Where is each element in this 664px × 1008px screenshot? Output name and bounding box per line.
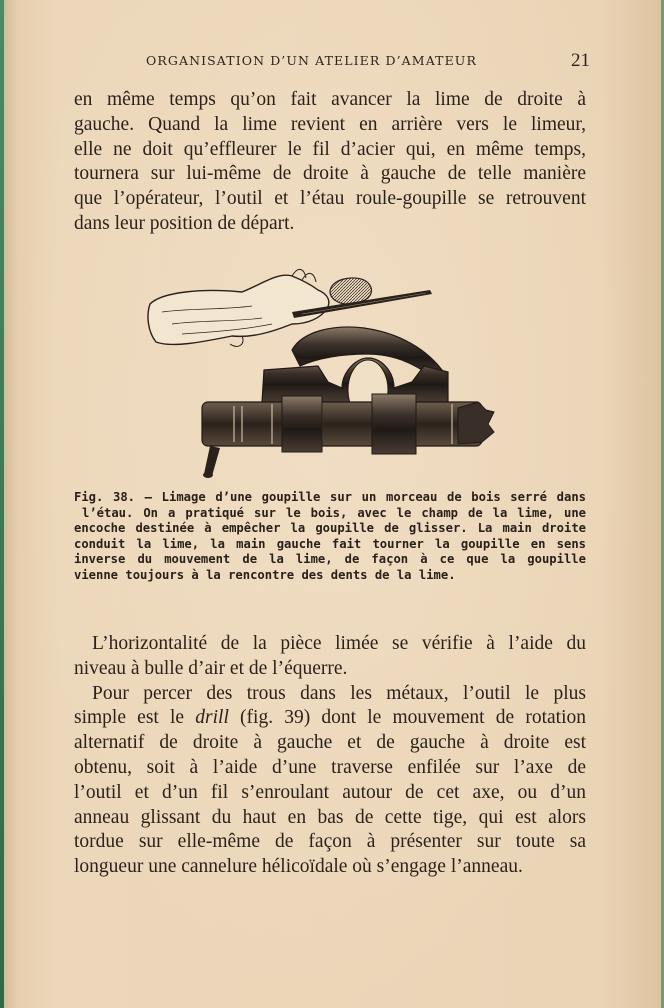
caption-line: vienne toujours à la rencontre des dents de la lime.	[74, 567, 456, 582]
text-line: anneau glissant du haut en bas de cette tige, qui est alors	[74, 806, 586, 828]
hand-illustration	[148, 275, 329, 344]
figure-38-vise-illustration	[142, 262, 502, 482]
text-line: que l’opérateur, l’outil et l’étau roule-goupille se retrouvent	[74, 188, 586, 210]
text-line: tordue sur elle-même de façon à présenter sur toute sa	[74, 831, 586, 853]
page-number: 21	[571, 50, 590, 71]
text-line: en même temps qu’on fait avancer la lime de droite à	[74, 89, 586, 110]
binding-edge	[0, 0, 4, 1008]
paragraph-2	[74, 632, 586, 880]
text-line: elle ne doit qu’effleurer le fil d’acier qui, en même temps,	[74, 138, 586, 160]
running-head: ORGANISATION D’UN ATELIER D’AMATEUR	[146, 53, 477, 68]
text-line: dans leur position de départ.	[74, 212, 295, 234]
caption-line: Fig. 38. — Limage d’une goupille sur un morceau de bois serré dans	[74, 490, 586, 504]
text-line: l’outil et d’un fil s’enroulant autour de cet axe, ou d’un	[74, 781, 586, 803]
caption-line: l’étau. On a pratiqué sur le bois, avec le champ de la lime, une	[82, 505, 586, 520]
text-line: gauche. Quand la lime revient en arrière vers le limeur,	[74, 113, 586, 135]
text-line: L’horizontalité de la pièce limée se vérifie à l’aide du	[92, 633, 586, 654]
paragraph-1	[74, 88, 586, 237]
text-line: simple est le drill (fig. 39) dont le mouvement de rotation	[74, 707, 586, 729]
hand-illustration	[330, 278, 371, 304]
caption-line: inverse du mouvement de la lime, de façon à ce que la goupille	[74, 552, 586, 567]
text-line: Pour percer des trous dans les métaux, l’outil le plus	[92, 682, 586, 704]
text-line: tournera sur lui-même de droite à gauche de telle manière	[74, 163, 586, 185]
text-line: obtenu, soit à l’aide d’une traverse enfilée sur l’axe de	[74, 756, 586, 778]
page-header	[146, 50, 590, 74]
text-line: longueur une cannelure hélicoïdale où s’engage l’anneau.	[74, 856, 523, 878]
text-line: alternatif de droite à gauche et de gauche à droite est	[74, 732, 586, 754]
vise-handle	[204, 446, 220, 476]
text-line: niveau à bulle d’air et de l’équerre.	[74, 657, 348, 679]
vise-knob	[458, 402, 494, 444]
figure-caption	[74, 490, 586, 584]
vise-screw	[202, 402, 482, 446]
caption-line: conduit la lime, la main gauche fait tourner la goupille en sens	[74, 536, 586, 551]
emphasis-drill: drill	[195, 707, 229, 729]
caption-line: encoche destinée à empêcher la goupille de glisser. La main droite	[74, 521, 586, 536]
